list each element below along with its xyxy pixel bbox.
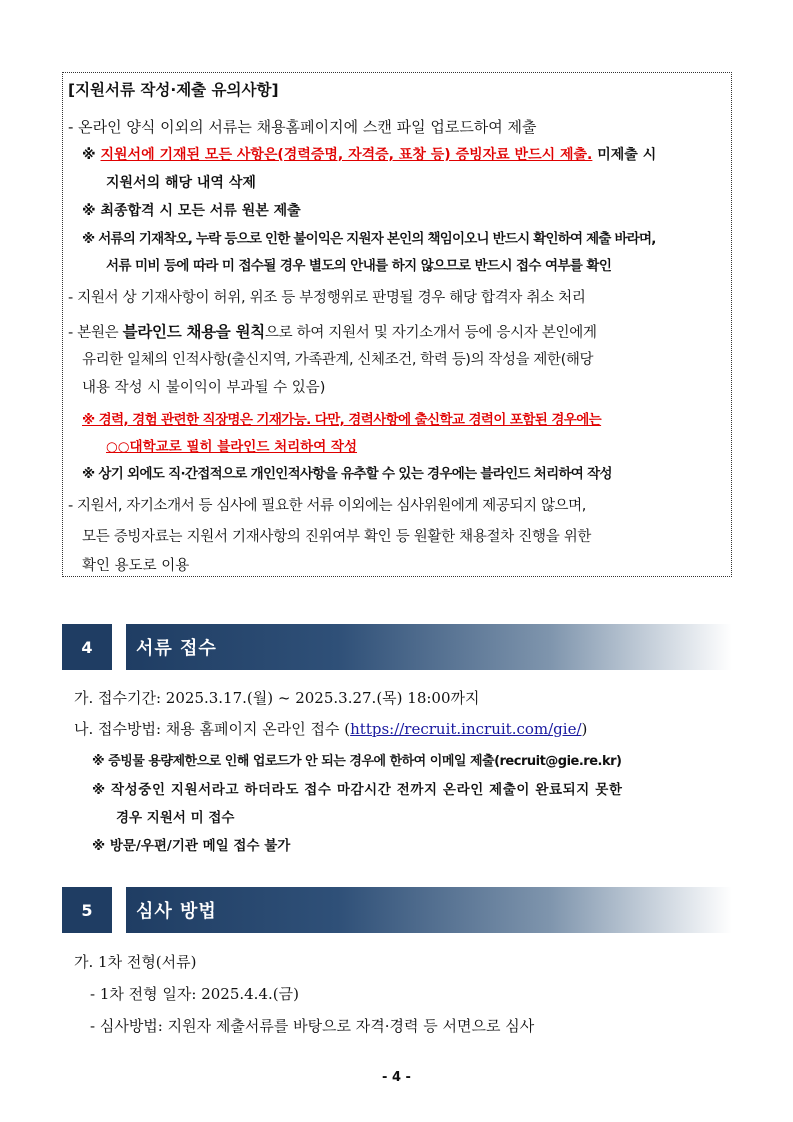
notice-text: 으로 하여 지원서 및 자기소개서 등에 응시자 본인에게 [264, 325, 597, 341]
section-note: 경우 지원서 미 접수 [116, 810, 235, 826]
notice-line: ※ 상기 외에도 직·간접적으로 개인인적사항을 유추할 수 있는 경우에는 블라인드 처리하여 작성 [82, 466, 612, 482]
notice-line: - 지원서 상 기재사항이 허위, 위조 등 부정행위로 판명될 경우 해당 합격자 취소 처리 [68, 290, 586, 306]
section-item: - 1차 전형 일자: 2025.4.4.(금) [90, 985, 299, 1003]
notice-line: 유리한 일체의 인적사항(출신지역, 가족관계, 신체조건, 학력 등)의 작성을 제한(해당 [82, 352, 594, 368]
recruit-link[interactable]: https://recruit.incruit.com/gie/ [350, 720, 582, 738]
notice-red-text: 지원서에 기재된 모든 사항은(경력증명, 자격증, 표창 등) 증빙자료 반드시 제출. [100, 147, 593, 163]
notice-text: - 본원은 [68, 325, 123, 341]
notice-line: 확인 용도로 이용 [82, 558, 190, 574]
reference-mark: ※ [82, 147, 96, 163]
section-item: 가. 1차 전형(서류) [74, 953, 197, 971]
section-note: ※ 증빙물 용량제한으로 인해 업로드가 안 되는 경우에 한하여 이메일 제출(recruit@gie.re.kr) [92, 754, 622, 769]
notice-line: ※ 경력, 경험 관련한 직장명은 기재가능. 다만, 경력사항에 출신학교 경력이 포함된 경우에는 [82, 412, 602, 428]
notice-line [82, 145, 656, 165]
section-note: ※ 방문/우편/기관 메일 접수 불가 [92, 838, 291, 854]
section-text: ) [581, 720, 588, 738]
notice-line: 모든 증빙자료는 지원서 기재사항의 진위여부 확인 등 원활한 채용절차 진행을 위한 [82, 529, 592, 545]
section-title [126, 887, 732, 933]
notice-bold-text: 블라인드 채용을 원칙 [122, 323, 265, 341]
notice-text: 미제출 시 [592, 147, 657, 163]
notice-line: 서류 미비 등에 따라 미 접수될 경우 별도의 안내를 하지 않으므로 반드시 접수 여부를 확인 [106, 258, 612, 274]
notice-line: ※ 최종합격 시 모든 서류 원본 제출 [82, 203, 301, 219]
section-number: 4 [62, 624, 112, 670]
notice-line: 지원서의 해당 내역 삭제 [106, 175, 256, 191]
section-title-text: 서류 접수 [136, 638, 217, 659]
section-title-text: 심사 방법 [136, 901, 217, 922]
notice-line: ※ 서류의 기재착오, 누락 등으로 인한 불이익은 지원자 본인의 책임이오니 반드시 확인하여 제출 바라며, [82, 231, 656, 247]
section-item: 가. 접수기간: 2025.3.17.(월) ~ 2025.3.27.(목) 18:00까지 [74, 689, 480, 707]
section-title [126, 624, 732, 670]
notice-line [68, 322, 597, 343]
notice-line: 내용 작성 시 불이익이 부과될 수 있음) [82, 380, 326, 396]
notice-line: - 온라인 양식 이외의 서류는 채용홈페이지에 스캔 파일 업로드하여 제출 [68, 118, 537, 136]
section-text: 나. 접수방법: 채용 홈페이지 온라인 접수 ( [74, 720, 351, 738]
notice-title: [지원서류 작성·제출 유의사항] [68, 81, 279, 99]
section-item: - 심사방법: 지원자 제출서류를 바탕으로 자격·경력 등 서면으로 심사 [90, 1017, 535, 1035]
notice-line: - 지원서, 자기소개서 등 심사에 필요한 서류 이외에는 심사위원에게 제공되지 않으며, [68, 498, 586, 514]
section-note: ※ 작성중인 지원서라고 하더라도 접수 마감시간 전까지 온라인 제출이 완료되지 못한 [92, 782, 623, 798]
section-number: 5 [62, 887, 112, 933]
section-item [74, 719, 587, 739]
notice-line: ○○대학교로 필히 블라인드 처리하여 작성 [106, 439, 358, 455]
page-number: - 4 - [382, 1070, 411, 1085]
